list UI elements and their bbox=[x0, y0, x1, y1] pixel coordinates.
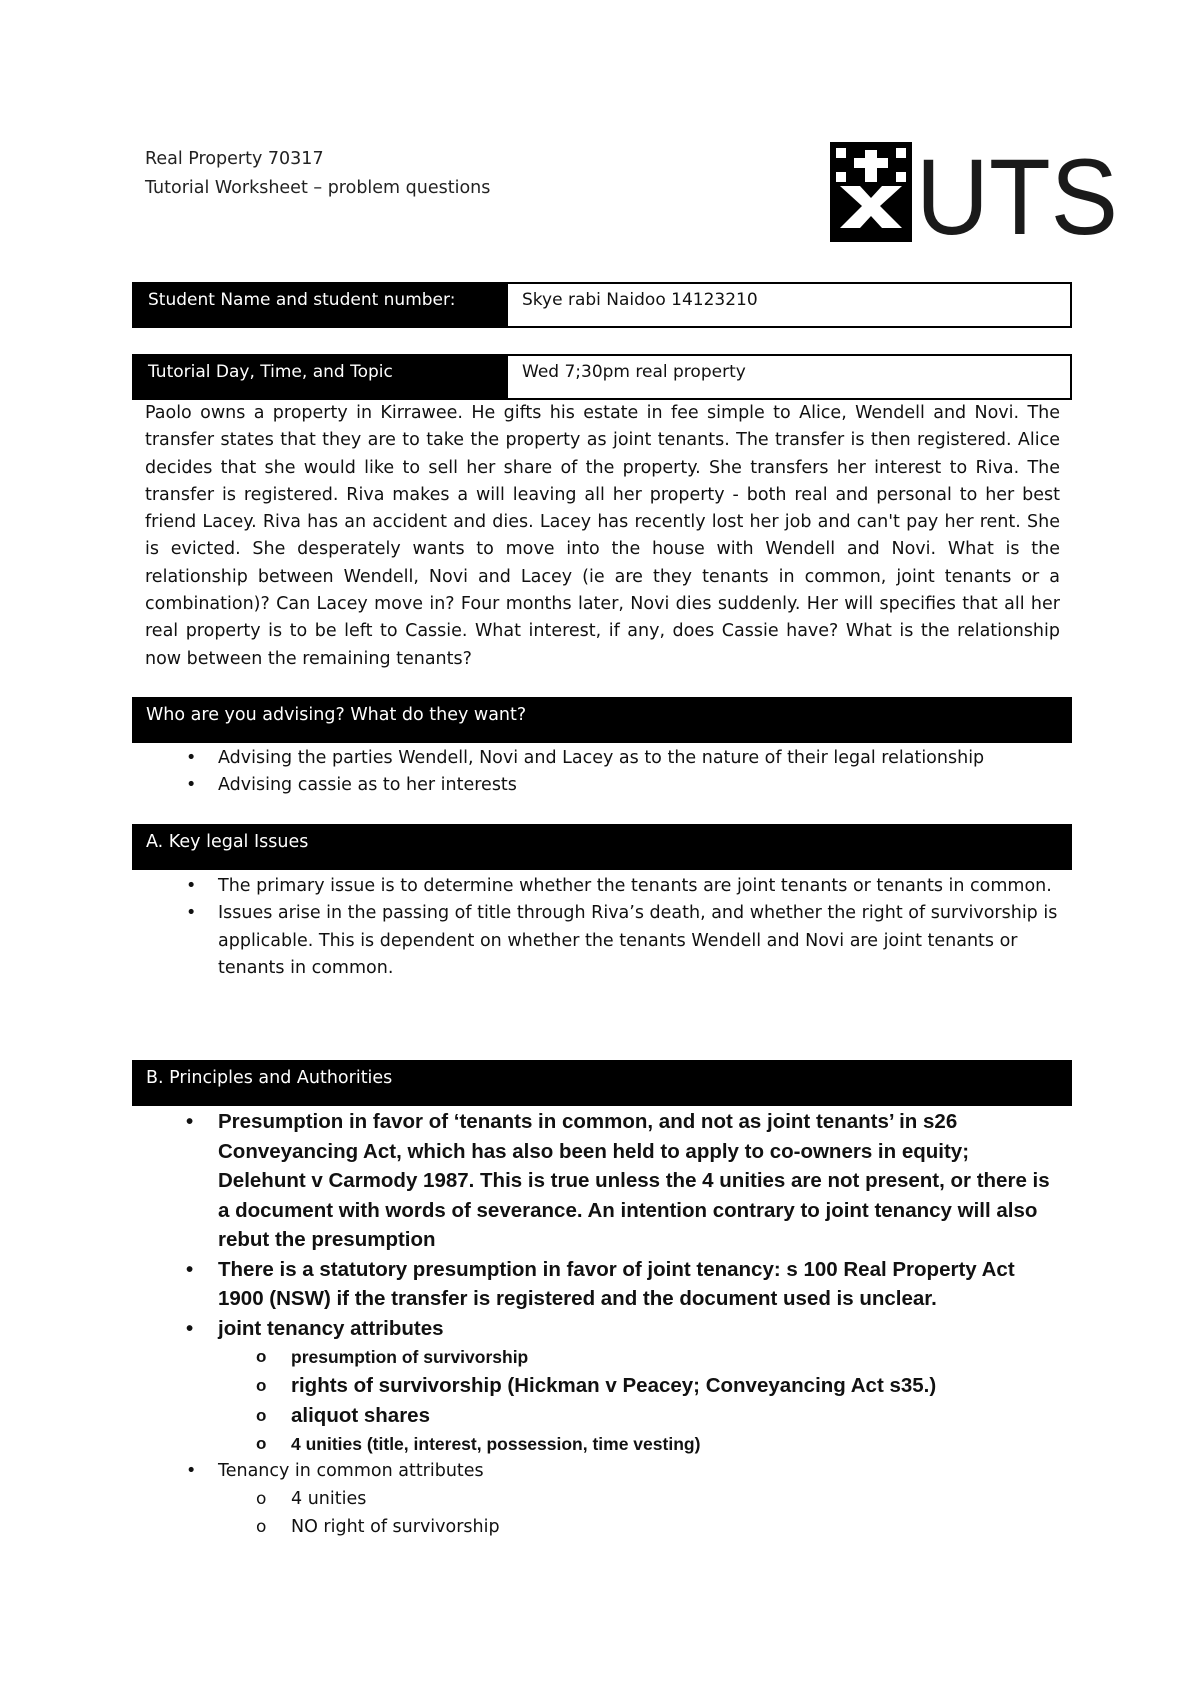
sub-list-item: o presumption of survivorship bbox=[256, 1347, 529, 1367]
student-label: Student Name and student number: bbox=[134, 284, 508, 326]
list-item: • There is a statutory presumption in favor of joint tenancy: s 100 Real Property Act 1900 (NSW) if the transfer is registered and the document used is unclear. bbox=[186, 1257, 1015, 1310]
sub-list-item: o 4 unities (title, interest, possession, time vesting) bbox=[256, 1434, 701, 1454]
joint-tenancy-sublist bbox=[218, 1343, 1060, 1458]
list-item: • Presumption in favor of ‘tenants in common, and not as joint tenants’ in s26 Conveyancing Act, which has also been held to apply to co-owners in equity; Delehunt v Carmody 1987. This is true unless the 4 unities are not present, or there is a document with words of severance. An intention contrary to joint tenancy will also rebut the presumption bbox=[186, 1110, 1050, 1251]
tutorial-value: Wed 7;30pm real property bbox=[508, 356, 1070, 398]
advising-list bbox=[180, 745, 1060, 800]
problem-statement: Paolo owns a property in Kirrawee. He gifts his estate in fee simple to Alice, Wendell and Novi. The transfer states that they are to take the property as joint tenants. The transfer is then registered. Alice decides that she would like to sell her share of the property. She transfers her interest to Riva. The transfer is registered. Riva makes a will leaving all her property - both real and personal to her best friend Lacey. Riva has an accident and dies. Lacey has recently lost her job and can't pay her rent. She is evicted. She desperately wants to move into the house with Wendell and Novi. What is the relationship between Wendell, Novi and Lacey (ie are they tenants in common, joint tenants or a combination)? Can Lacey move in? Four months later, Novi dies suddenly. Her will specifies that all her real property is to be left to Cassie. What interest, if any, does Cassie have? What is the relationship now between the remaining tenants? bbox=[145, 403, 1060, 669]
student-row bbox=[132, 282, 1072, 328]
tutorial-row bbox=[132, 354, 1072, 400]
list-item: • The primary issue is to determine whether the tenants are joint tenants or tenants in common. bbox=[186, 876, 1052, 896]
list-item: • Advising the parties Wendell, Novi and Lacey as to the nature of their legal relationship bbox=[186, 748, 985, 768]
uts-logo bbox=[830, 142, 1120, 242]
uts-logo-text: UTS bbox=[916, 142, 1118, 242]
tenancy-in-common-sublist bbox=[218, 1485, 1060, 1541]
issues-heading: A. Key legal Issues bbox=[132, 824, 1072, 870]
student-value: Skye rabi Naidoo 14123210 bbox=[508, 284, 1070, 326]
advising-heading: Who are you advising? What do they want? bbox=[132, 697, 1072, 743]
document-header bbox=[145, 145, 490, 203]
principles-list bbox=[180, 1107, 1060, 1541]
list-item: • Advising cassie as to her interests bbox=[186, 775, 517, 796]
tutorial-label: Tutorial Day, Time, and Topic bbox=[134, 356, 508, 398]
list-item: • Issues arise in the passing of title through Riva’s death, and whether the right of survivorship is applicable. This is dependent on whether the tenants Wendell and Novi are joint tenants or tenants in common. bbox=[186, 903, 1058, 978]
sub-list-item: o rights of survivorship (Hickman v Peacey; Conveyancing Act s35.) bbox=[256, 1374, 937, 1397]
sub-list-item: o NO right of survivorship bbox=[256, 1517, 500, 1538]
sub-list-item: o 4 unities bbox=[256, 1489, 367, 1510]
sub-list-item: o aliquot shares bbox=[256, 1403, 430, 1427]
worksheet-subtitle: Tutorial Worksheet – problem questions bbox=[145, 178, 491, 198]
list-item: • joint tenancy attributes o presumption of survivorship o rights of survivorship (Hickman v Peacey; Conveyancing Act s35.) o aliquot shares o 4 unities (title, interest, possession, time vesting) bbox=[180, 1314, 1060, 1459]
list-item: • Tenancy in common attributes o 4 unities o NO right of survivorship bbox=[180, 1458, 1060, 1541]
issues-list bbox=[180, 873, 1060, 982]
course-title: Real Property 70317 bbox=[145, 149, 324, 169]
principles-heading: B. Principles and Authorities bbox=[132, 1060, 1072, 1106]
